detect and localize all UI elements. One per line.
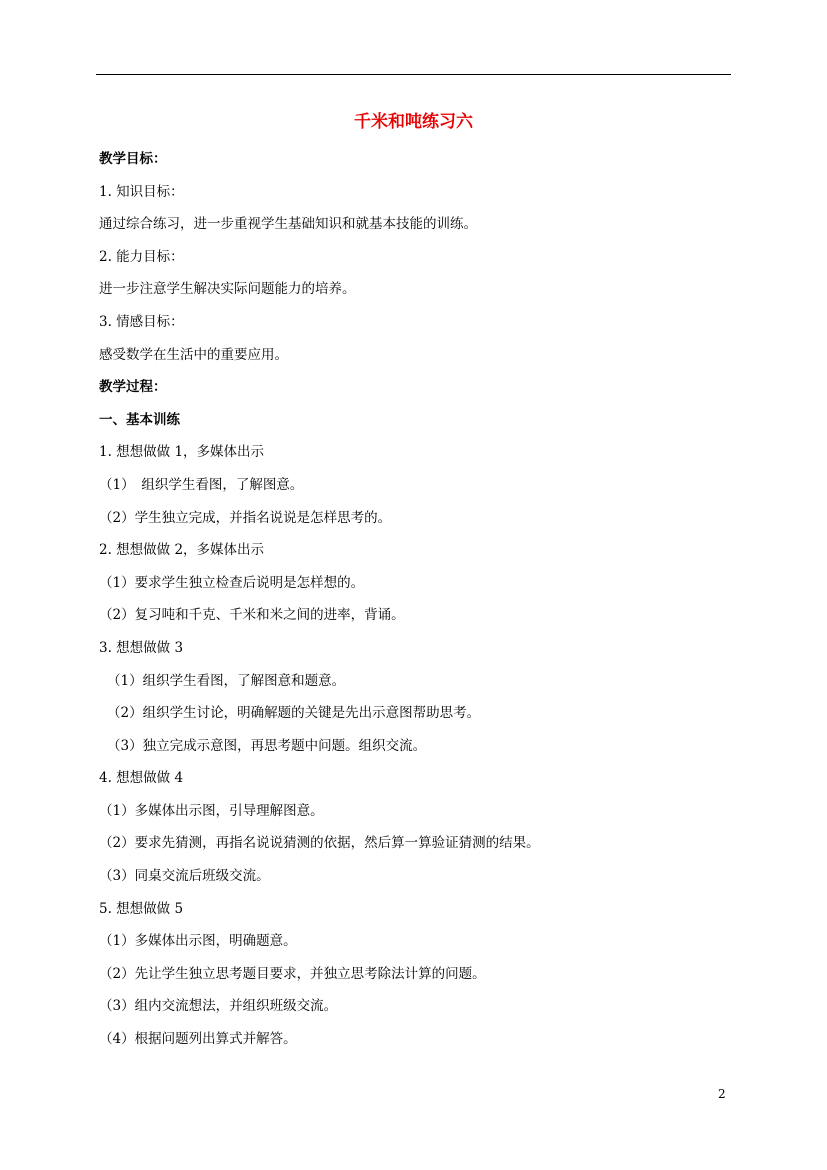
body-line: （1） 组织学生看图，了解图意。 bbox=[99, 476, 304, 493]
body-line: （1）多媒体出示图，引导理解图意。 bbox=[99, 802, 324, 819]
body-line: 3. 情感目标： bbox=[99, 313, 184, 330]
body-line: 通过综合练习，进一步重视学生基础知识和就基本技能的训练。 bbox=[99, 216, 477, 233]
body-line: 1. 想想做做 1，多媒体出示 bbox=[99, 444, 265, 461]
body-line: 教学目标： bbox=[99, 151, 167, 167]
body-line: 2. 能力目标： bbox=[99, 248, 184, 265]
body-line: （2）组织学生讨论，明确解题的关键是先出示意图帮助思考。 bbox=[107, 705, 481, 722]
page-number: 2 bbox=[718, 1087, 726, 1101]
body-line: 3. 想想做做 3 bbox=[99, 639, 184, 656]
body-line: （1）要求学生独立检查后说明是怎样想的。 bbox=[99, 574, 365, 591]
body-line: 进一步注意学生解决实际问题能力的培养。 bbox=[99, 281, 356, 298]
body-line: （2）学生独立完成，并指名说说是怎样思考的。 bbox=[99, 509, 392, 526]
body-line: （3）独立完成示意图，再思考题中问题。组织交流。 bbox=[107, 737, 427, 754]
body-line: （1）多媒体出示图，明确题意。 bbox=[99, 933, 297, 950]
body-line: 教学过程： bbox=[99, 379, 167, 396]
body-line: （3）组内交流想法，并组织班级交流。 bbox=[99, 998, 338, 1015]
body-line: 5. 想想做做 5 bbox=[99, 900, 184, 917]
body-line: （2）要求先猜测，再指名说说猜测的依据，然后算一算验证猜测的结果。 bbox=[99, 835, 540, 852]
body-line: 感受数学在生活中的重要应用。 bbox=[99, 346, 288, 363]
body-line: 一、基本训练 bbox=[99, 411, 180, 428]
body-line: （2）先让学生独立思考题目要求，并独立思考除法计算的问题。 bbox=[99, 965, 486, 982]
body-line: （2）复习吨和千克、千米和米之间的进率，背诵。 bbox=[99, 607, 405, 624]
body-line: （3）同桌交流后班级交流。 bbox=[99, 868, 270, 885]
body-line: 2. 想想做做 2，多媒体出示 bbox=[99, 542, 265, 559]
header-rule bbox=[96, 74, 731, 75]
body-line: （4）根据问题列出算式并解答。 bbox=[99, 1031, 297, 1048]
body-line: 1. 知识目标： bbox=[99, 183, 184, 200]
document-title: 千米和吨练习六 bbox=[354, 112, 473, 132]
body-line: 4. 想想做做 4 bbox=[99, 770, 184, 787]
document-body bbox=[99, 148, 739, 1061]
body-line: （1）组织学生看图，了解图意和题意。 bbox=[107, 672, 346, 689]
